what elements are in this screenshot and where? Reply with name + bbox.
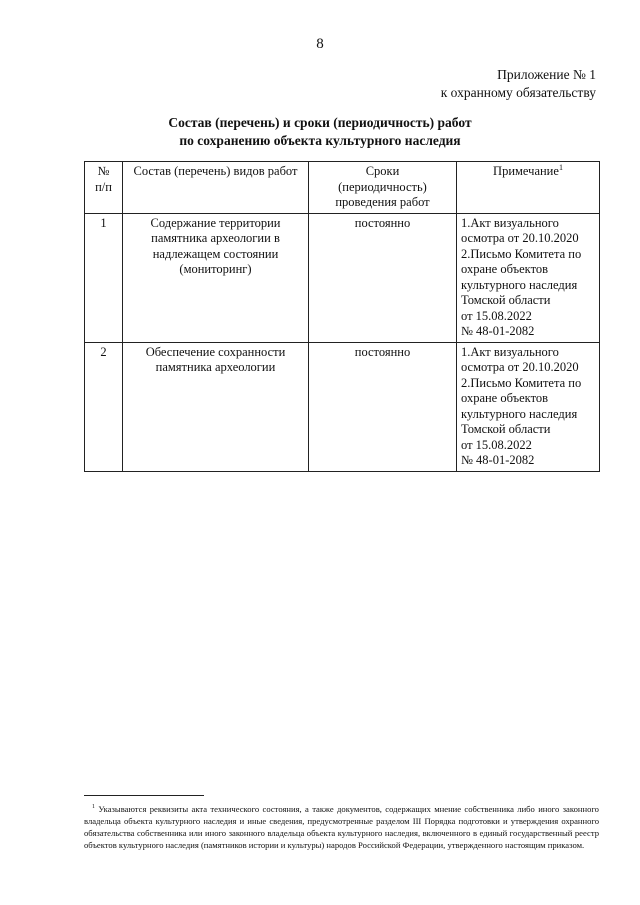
row-note: 1.Акт визуального осмотра от 20.10.2020 2.Письмо Комитета по охране объектов культурного наследия Томской области от 15.08.2022 № 48-01-2082 bbox=[457, 342, 600, 471]
footnote bbox=[84, 803, 599, 851]
header-works: Состав (перечень) видов работ bbox=[123, 162, 309, 214]
header-term: Сроки (периодичность) проведения работ bbox=[309, 162, 457, 214]
row-term: постоянно bbox=[309, 342, 457, 471]
footnote-text: Указываются реквизиты акта технического состояния, а также документов, содержащих мнение собственника либо иного законного владельца объекта культурного наследия и иные сведения, предусмотренные разделом III Порядка подготовки и утверждения охранного обязательства собственника или иного законного владельца объекта культурного наследия, включенного в единый государственный реестр объектов культурного наследия (памятников истории и культуры) народов Российской Федерации, утвержденного настоящим приказом. bbox=[84, 804, 599, 850]
table-row bbox=[85, 342, 600, 471]
footnote-divider bbox=[84, 795, 204, 796]
appendix-caption bbox=[441, 66, 596, 102]
page-number: 8 bbox=[316, 36, 324, 52]
table-header-row bbox=[85, 162, 600, 214]
row-number: 1 bbox=[85, 213, 123, 342]
appendix-line-1: Приложение № 1 bbox=[497, 67, 596, 82]
works-table bbox=[84, 161, 600, 472]
footnote-ref: 1 bbox=[558, 162, 563, 172]
table-row bbox=[85, 213, 600, 342]
header-number: № п/п bbox=[85, 162, 123, 214]
document-title bbox=[0, 114, 640, 150]
row-term: постоянно bbox=[309, 213, 457, 342]
appendix-line-2: к охранному обязательству bbox=[440, 85, 596, 100]
title-line-1: Состав (перечень) и сроки (периодичность) работ bbox=[168, 115, 472, 130]
title-line-2: по сохранению объекта культурного наследия bbox=[179, 133, 461, 148]
row-works: Обеспечение сохранности памятника археологии bbox=[123, 342, 309, 471]
row-note: 1.Акт визуального осмотра от 20.10.2020 2.Письмо Комитета по охране объектов культурного наследия Томской области от 15.08.2022 № 48-01-2082 bbox=[457, 213, 600, 342]
row-number: 2 bbox=[85, 342, 123, 471]
row-works: Содержание территории памятника археологии в надлежащем состоянии (мониторинг) bbox=[123, 213, 309, 342]
header-note: Примечание$^1$ bbox=[457, 162, 600, 214]
footnote-marker: 1 bbox=[92, 804, 95, 811]
